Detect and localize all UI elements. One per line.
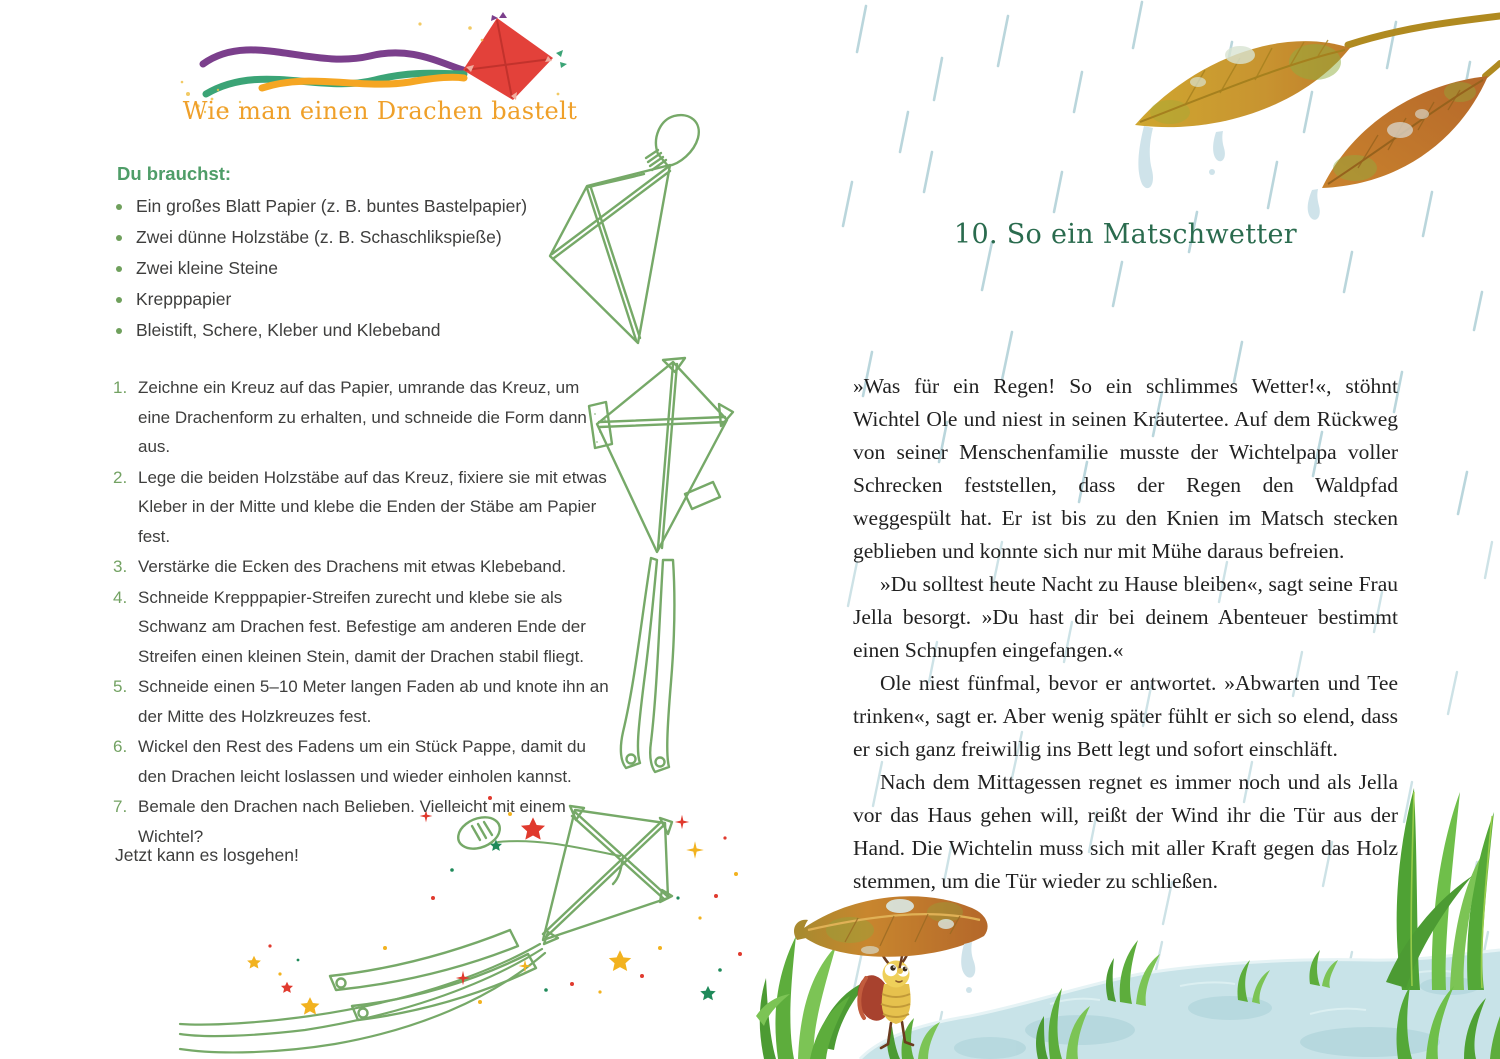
list-item <box>113 463 615 552</box>
bullet-icon <box>116 235 122 241</box>
step-text: Schneide einen 5–10 Meter langen Faden ab und knote ihn an der Mitte des Holzkreuzes fest. <box>138 677 609 726</box>
step-number: 1. <box>113 378 128 397</box>
step-text: Verstärke die Ecken des Drachens mit etwas Klebeband. <box>138 557 567 576</box>
autumn-leaves-icon <box>1100 0 1500 240</box>
list-item <box>113 732 615 791</box>
material-text: Krepppapier <box>136 289 232 309</box>
list-item <box>115 284 635 315</box>
step-text: Lege die beiden Holzstäbe auf das Kreuz, fixiere sie mit etwas Kleber in der Mitte und klebe die Enden der Stäbe am Papier fest. <box>138 467 607 546</box>
steps-list <box>113 373 615 852</box>
list-item <box>115 191 635 222</box>
step-text: Bemale den Drachen nach Belieben. Vielleicht mit einem Wichtel? <box>138 797 566 846</box>
story-paragraph: Nach dem Mittagessen regnet es immer noch und als Jella vor das Haus gehen will, reißt der Wind ihr die Tür aus der Hand. Die Wichtelin muss sich mit aller Kraft gegen das Holz stemmen, um die Tür wieder zu schließen. <box>853 770 1398 893</box>
materials-heading: Du brauchst: <box>117 163 232 184</box>
bullet-icon <box>116 297 122 303</box>
story-paragraph: Ole niest fünfmal, bevor er antwortet. »Abwarten und Tee trinken«, sagt er. Aber wenig später fühlt er sich so elend, dass er sich ganz freiwillig ins Bett legt und sofort einschläft. <box>853 671 1398 761</box>
list-item <box>115 253 635 284</box>
story-paragraph: »Was für ein Regen! So ein schlimmes Wetter!«, stöhnt Wichtel Ole und niest in seinen Kräutertee. Auf dem Rückweg von seiner Menschenfamilie musste der Wichtelpapa voller Schrecken feststellen, dass der Regen den Waldpfad weggespült hat. Er ist bis zu den Knien im Matsch stecken geblieben und konnte sich nur mit Mühe daraus befreien. <box>853 374 1398 563</box>
step-text: Zeichne ein Kreuz auf das Papier, umrande das Kreuz, um eine Drachenform zu erhalten, und schneide die Form dann aus. <box>138 378 587 456</box>
bullet-icon <box>116 328 122 334</box>
material-text: Ein großes Blatt Papier (z. B. buntes Bastelpapier) <box>136 196 528 216</box>
step-text: Schneide Krepppapier-Streifen zurecht und klebe sie als Schwanz am Drachen fest. Befestige am anderen Ende der Streifen einen kleinen Stein, damit der Drachen stabil fliegt. <box>138 587 586 666</box>
list-item <box>115 315 635 346</box>
bullet-icon <box>116 204 122 210</box>
story-paragraph: »Du solltest heute Nacht zu Hause bleiben«, sagt seine Frau Jella besorgt. »Du hast dir bei deinem Abenteuer bestimmt einen Schnupfen eingefangen.« <box>853 572 1398 662</box>
list-item <box>113 552 615 582</box>
page-title: Wie man einen Drachen bastelt <box>182 97 578 125</box>
list-item <box>113 373 615 462</box>
step-number: 2. <box>113 467 128 487</box>
bullet-icon <box>116 266 122 272</box>
step-number: 7. <box>113 797 128 816</box>
material-text: Bleistift, Schere, Kleber und Klebeband <box>136 320 441 340</box>
list-item <box>113 792 615 851</box>
step-number: 6. <box>113 737 128 756</box>
step-number: 5. <box>113 677 128 696</box>
list-item <box>113 672 615 731</box>
material-text: Zwei kleine Steine <box>136 258 279 278</box>
step-number: 3. <box>113 557 128 576</box>
story-text <box>853 370 1398 898</box>
step-number: 4. <box>113 587 128 607</box>
list-item <box>113 583 615 672</box>
list-item <box>115 222 635 253</box>
materials-list <box>115 191 635 346</box>
closing-line: Jetzt kann es losgehen! <box>115 845 299 865</box>
chapter-title: 10. So ein Matschwetter <box>954 219 1297 250</box>
step-text: Wickel den Rest des Fadens um ein Stück Pappe, damit du den Drachen leicht loslassen und wieder einholen kannst. <box>138 737 586 786</box>
material-text: Zwei dünne Holzstäbe (z. B. Schaschlikspieße) <box>136 227 502 247</box>
